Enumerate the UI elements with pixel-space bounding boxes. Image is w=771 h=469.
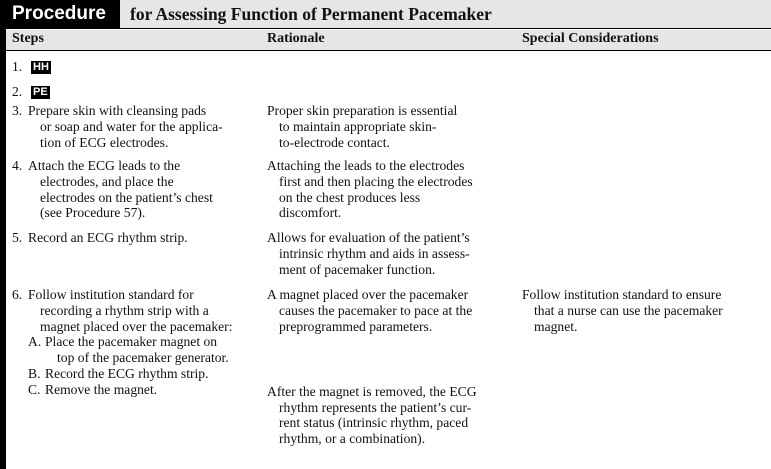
substep-text [45, 366, 265, 382]
step-number: 1. [12, 59, 23, 74]
step-tag-icon: HH [33, 61, 49, 73]
text-block [267, 287, 517, 334]
text-line: to maintain appropriate skin- [279, 118, 437, 134]
text-line: Follow institution standard to ensure [522, 287, 722, 302]
step-number: 2. [12, 84, 23, 99]
text-block [28, 287, 263, 334]
column-rationale: Rationale [267, 31, 325, 46]
column-header-row [6, 30, 771, 51]
substep-letter: A. [28, 334, 42, 350]
text-line: Record an ECG rhythm strip. [28, 230, 188, 245]
text-line: magnet. [534, 318, 578, 334]
procedure-title: for Assessing Function of Permanent Pacemaker [130, 4, 492, 24]
text-line: intrinsic rhythm and aids in assess- [279, 245, 470, 261]
text-line: Remove the magnet. [45, 381, 158, 397]
text-line: Place the pacemaker magnet on [45, 334, 218, 350]
substep-letter: C. [28, 381, 41, 397]
text-line: recording a rhythm strip with a [40, 302, 209, 318]
text-block [28, 103, 263, 150]
text-line: or soap and water for the applica- [40, 118, 223, 134]
text-block [28, 158, 263, 221]
text-line: to-electrode contact. [279, 134, 390, 150]
substep-letter: B. [28, 366, 41, 381]
text-line: discomfort. [279, 205, 342, 221]
text-line: first and then placing the electrodes [279, 173, 473, 189]
text-line: on the chest produces less [279, 189, 421, 205]
text-line: preprogrammed parameters. [279, 318, 433, 334]
text-line: causes the pacemaker to pace at the [279, 302, 473, 318]
text-line: rent status (intrinsic rhythm, paced [279, 415, 469, 431]
procedure-badge: Procedure [0, 0, 120, 28]
text-line: Record the ECG rhythm strip. [45, 366, 209, 381]
column-special: Special Considerations [522, 31, 659, 46]
text-line: top of the pacemaker generator. [57, 350, 229, 366]
text-line: rhythm represents the patient’s cur- [279, 399, 472, 415]
text-block [267, 230, 517, 277]
text-block [522, 287, 771, 334]
text-block [267, 384, 517, 447]
text-line: electrodes on the patient’s chest [40, 189, 213, 205]
text-line: Attach the ECG leads to the [28, 158, 181, 173]
step-number: 3. [12, 103, 23, 118]
text-line: Allows for evaluation of the patient’s [267, 230, 470, 245]
text-line: After the magnet is removed, the ECG [267, 383, 477, 399]
text-line: tion of ECG electrodes. [40, 134, 169, 150]
text-line: that a nurse can use the pacemaker [534, 302, 723, 318]
text-line: rhythm, or a combination). [279, 431, 426, 447]
text-line: Attaching the leads to the electrodes [267, 158, 465, 173]
text-block [267, 103, 517, 150]
substep-text [45, 334, 265, 366]
text-line: (see Procedure 57). [40, 205, 146, 221]
text-line: Prepare skin with cleansing pads [28, 103, 207, 118]
step-number: 4. [12, 158, 23, 173]
text-line: electrodes, and place the [40, 173, 174, 189]
step-number: 5. [12, 230, 23, 245]
text-line: ment of pacemaker function. [279, 261, 436, 277]
step-tag-icon: PE [33, 86, 48, 98]
text-block [28, 230, 263, 246]
left-border [0, 0, 6, 469]
text-line: Proper skin preparation is essential [267, 103, 458, 118]
text-line: Follow institution standard for [28, 287, 194, 302]
text-line: magnet placed over the pacemaker: [40, 318, 233, 334]
text-line: A magnet placed over the pacemaker [267, 287, 469, 302]
text-block [267, 158, 517, 221]
step-number: 6. [12, 287, 23, 302]
substep-text [45, 382, 265, 398]
column-steps: Steps [12, 31, 44, 46]
